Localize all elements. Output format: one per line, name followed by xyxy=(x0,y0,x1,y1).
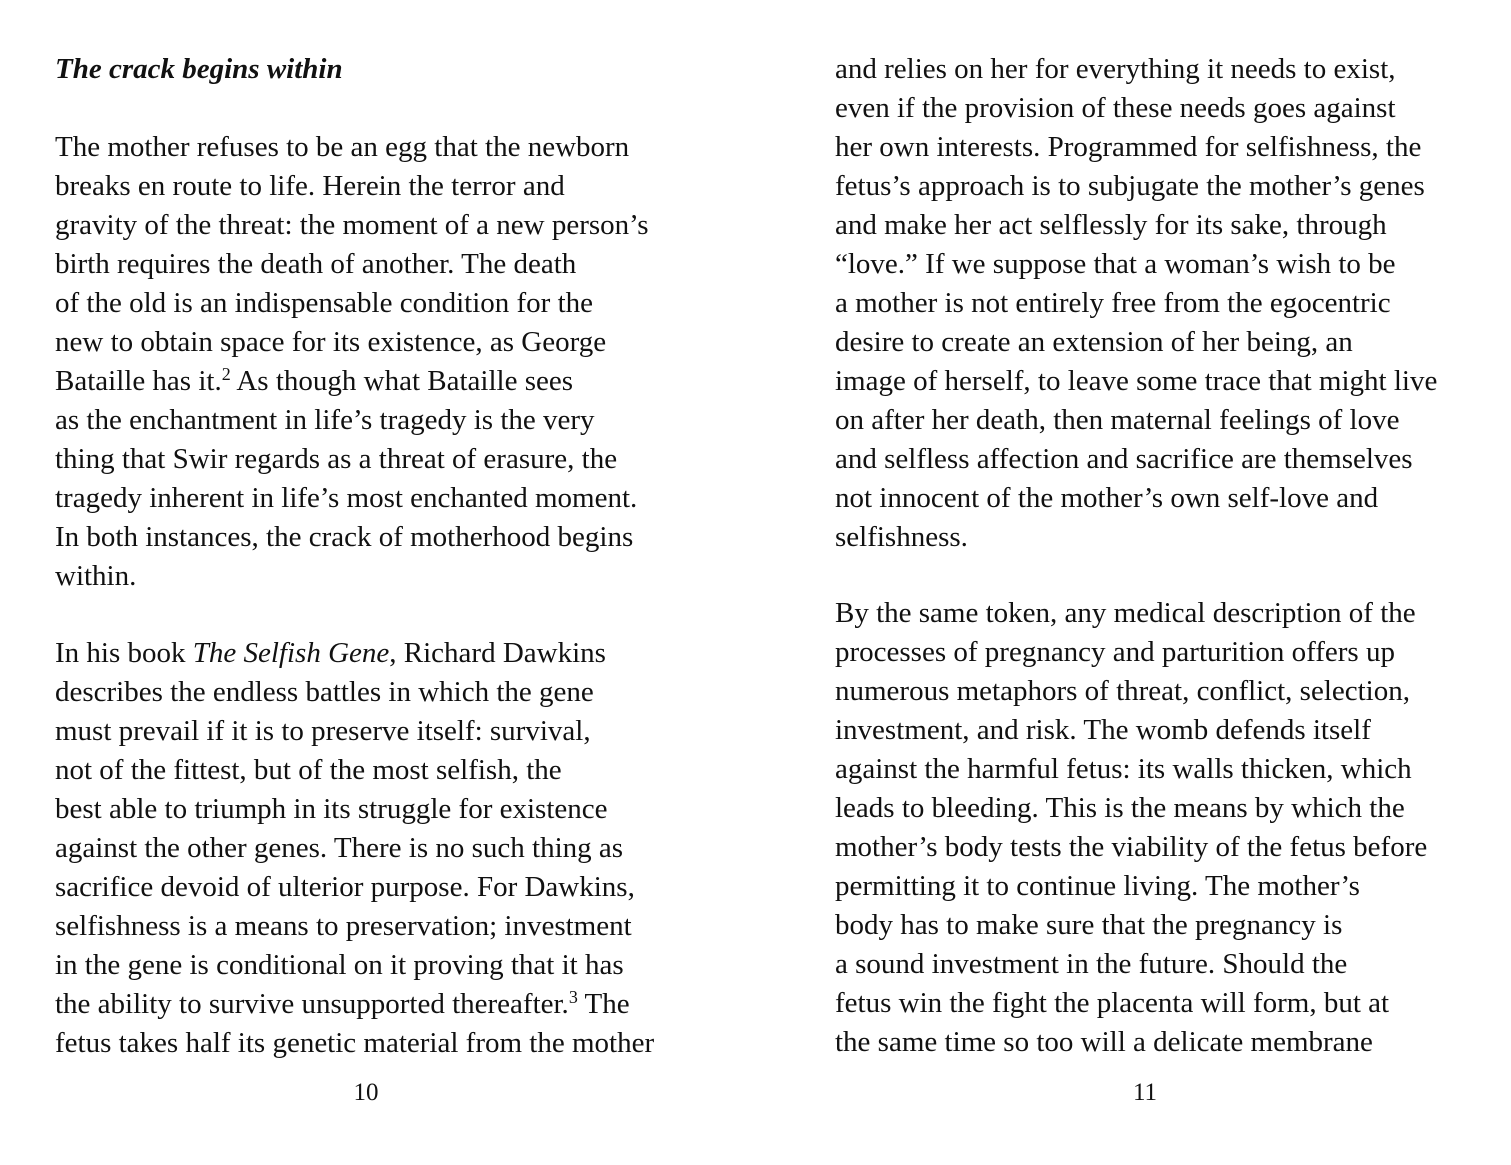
text-line: gravity of the threat: the moment of a new person’s xyxy=(55,209,649,241)
text-fragment: , Richard Dawkins xyxy=(389,637,606,669)
text-line: thing that Swir regards as a threat of erasure, the xyxy=(55,443,618,475)
text-line: numerous metaphors of threat, conflict, selection, xyxy=(835,675,1410,707)
text-line: not of the fittest, but of the most selfish, the xyxy=(55,754,562,786)
text-line: desire to create an extension of her being, an xyxy=(835,326,1353,358)
text-line: selfishness. xyxy=(835,521,968,553)
text-line: In both instances, the crack of motherhood begins xyxy=(55,521,634,553)
text-line: tragedy inherent in life’s most enchanted moment. xyxy=(55,482,638,514)
text-line: processes of pregnancy and parturition offers up xyxy=(835,636,1395,668)
text-line-with-footnote xyxy=(55,362,649,401)
text-line: not innocent of the mother’s own self-love and xyxy=(835,482,1379,514)
text-line: birth requires the death of another. The death xyxy=(55,248,577,280)
text-line: body has to make sure that the pregnancy is xyxy=(835,909,1343,941)
text-line: a mother is not entirely free from the egocentric xyxy=(835,287,1391,319)
right-paragraph-1 xyxy=(835,50,1437,557)
text-line: and selfless affection and sacrifice are themselves xyxy=(835,443,1413,475)
text-line: permitting it to continue living. The mother’s xyxy=(835,870,1360,902)
text-line: mother’s body tests the viability of the fetus before xyxy=(835,831,1428,863)
text-line: breaks en route to life. Herein the terror and xyxy=(55,170,565,202)
text-line: “love.” If we suppose that a woman’s wish to be xyxy=(835,248,1396,280)
text-line: against the harmful fetus: its walls thicken, which xyxy=(835,753,1412,785)
text-line: and make her act selflessly for its sake, through xyxy=(835,209,1387,241)
text-line: even if the provision of these needs goes against xyxy=(835,92,1396,124)
text-line: fetus’s approach is to subjugate the mother’s genes xyxy=(835,170,1425,202)
text-line: against the other genes. There is no such thing as xyxy=(55,832,624,864)
page-number: 10 xyxy=(353,1079,379,1106)
text-line: best able to triumph in its struggle for existence xyxy=(55,793,608,825)
text-line: investment, and risk. The womb defends itself xyxy=(835,714,1371,746)
right-page xyxy=(755,0,1511,1165)
text-line: leads to bleeding. This is the means by which the xyxy=(835,792,1405,824)
text-line: of the old is an indispensable condition for the xyxy=(55,287,594,319)
text-line: her own interests. Programmed for selfishness, the xyxy=(835,131,1422,163)
text-line: a sound investment in the future. Should the xyxy=(835,948,1348,980)
text-line: fetus takes half its genetic material from the mother xyxy=(55,1027,655,1059)
text-line: fetus win the fight the placenta will form, but at xyxy=(835,987,1390,1019)
page-number: 11 xyxy=(1132,1079,1158,1106)
text-fragment: As though what Bataille sees xyxy=(230,365,574,397)
text-line: in the gene is conditional on it proving that it has xyxy=(55,949,624,981)
text-line-with-title xyxy=(55,634,654,673)
text-line: new to obtain space for its existence, as George xyxy=(55,326,607,358)
footnote-marker-2[interactable]: 2 xyxy=(221,364,231,384)
text-fragment: In his book xyxy=(55,637,193,669)
section-heading: The crack begins within xyxy=(55,53,343,85)
left-paragraph-1 xyxy=(55,128,649,596)
text-fragment: The xyxy=(577,988,630,1020)
right-paragraph-2 xyxy=(835,594,1427,1062)
text-line: on after her death, then maternal feelings of love xyxy=(835,404,1400,436)
text-line: sacrifice devoid of ulterior purpose. For Dawkins, xyxy=(55,871,635,903)
text-line: The mother refuses to be an egg that the newborn xyxy=(55,131,630,163)
text-line: within. xyxy=(55,560,137,592)
text-line: image of herself, to leave some trace that might live xyxy=(835,365,1438,397)
left-page xyxy=(0,0,755,1165)
text-line: and relies on her for everything it needs to exist, xyxy=(835,53,1396,85)
text-line-with-footnote xyxy=(55,985,654,1024)
text-fragment: Bataille has it. xyxy=(55,365,222,397)
text-line: describes the endless battles in which the gene xyxy=(55,676,594,708)
text-line: By the same token, any medical description of the xyxy=(835,597,1416,629)
text-line: must prevail if it is to preserve itself: survival, xyxy=(55,715,591,747)
book-title: The Selfish Gene xyxy=(192,637,390,669)
left-paragraph-2 xyxy=(55,634,654,1063)
footnote-marker-3[interactable]: 3 xyxy=(568,987,578,1007)
text-line: selfishness is a means to preservation; investment xyxy=(55,910,632,942)
text-line: the same time so too will a delicate membrane xyxy=(835,1026,1373,1058)
text-line: as the enchantment in life’s tragedy is the very xyxy=(55,404,595,436)
text-fragment: the ability to survive unsupported thereafter. xyxy=(55,988,569,1020)
